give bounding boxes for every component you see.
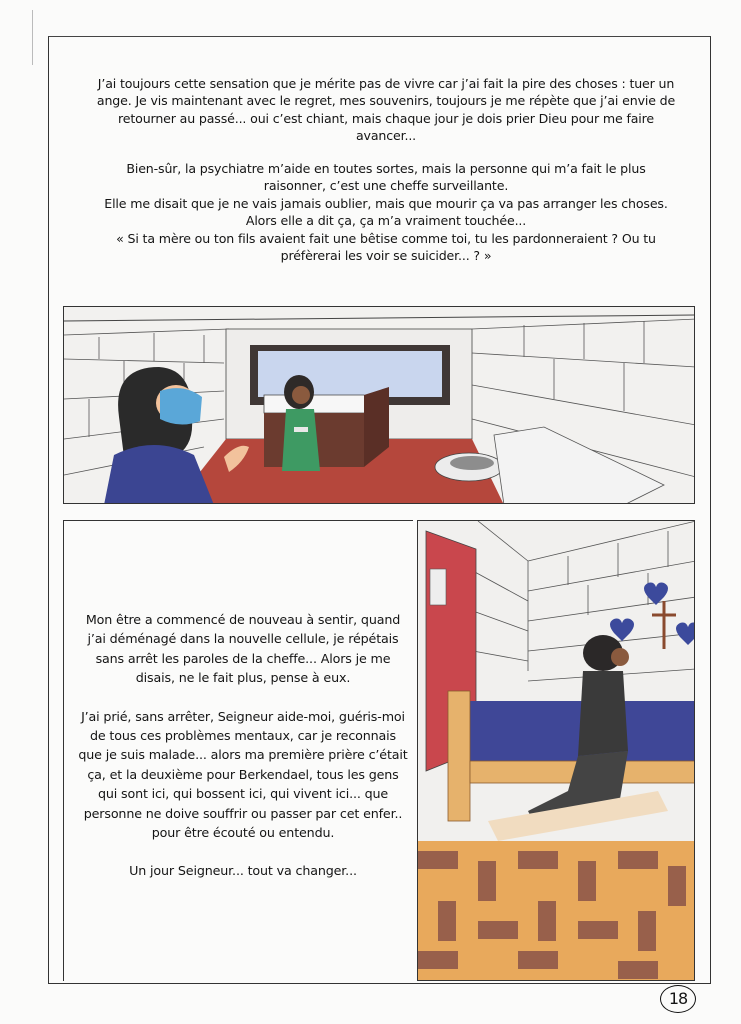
- narration-top-paragraph-2: [96, 160, 676, 264]
- person-black-shirt: [578, 671, 628, 756]
- narration-line: Elle me disait que je ne vais jamais oublier, mais que mourir ça va pas arranger les choses.: [104, 195, 668, 211]
- bed-mattress: [264, 395, 379, 413]
- prayer-scene-illustration: [418, 521, 695, 981]
- page-number: 18: [660, 985, 696, 1013]
- woman-green-gown: [282, 409, 320, 471]
- concrete-bench: [494, 427, 664, 504]
- narration-paragraph-1: Mon être a commencé de nouveau à sentir, quand j’ai déménagé dans la nouvelle cellule, je répétais sans arrêt les paroles de la cheffe... Alors je me disais, ne le fait plus, pense à eux.: [85, 612, 401, 686]
- narration-top-paragraph-1: [96, 75, 676, 145]
- comic-panel-cell-scene: [63, 306, 695, 504]
- narration-paragraph-3: Un jour Seigneur... tout va changer...: [129, 863, 357, 879]
- bed-post: [448, 691, 470, 821]
- page-edge-line: [32, 10, 33, 65]
- narration-text: J’ai toujours cette sensation que je mérite pas de vivre car j’ai fait la pire des choses : tuer un ange. Je vis maintenant avec le regret, mes souvenirs, toujours je me répète que j’ai envie de retourner au passé... oui c’est chiant, mais chaque jour je dois prier Dieu pour me faire avancer...: [96, 76, 676, 144]
- guard-face-mask: [160, 388, 202, 424]
- narration-bottom: [78, 610, 408, 881]
- comic-panel-prayer-scene: [417, 520, 695, 981]
- cell-scene-illustration: [64, 307, 695, 504]
- narration-line: Alors elle a dit ça, ça m’a vraiment touchée...: [245, 213, 527, 229]
- narration-paragraph-2: J’ai prié, sans arrêter, Seigneur aide-moi, guéris-moi de tous ces problèmes mentaux, car je reconnais que je suis malade... alors ma première prière c’était ça, et la deuxième pour Berkendael, tous les gens qui sont ici, qui bossent ici, qui vivent ici... que personne ne doive souffrir ou passer par cet enfer.. pour être écouté ou entendu.: [78, 708, 408, 841]
- guard-blue-uniform: [104, 445, 214, 504]
- door-window: [430, 569, 446, 605]
- wooden-cross: [652, 601, 676, 649]
- narration-line: Bien-sûr, la psychiatre m’aide en toutes sortes, mais la personne qui m’a fait le plus raisonner, c’est une cheffe surveillante.: [126, 161, 646, 194]
- narration-quote: « Si ta mère ou ton fils avaient fait une bêtise comme toi, tu les pardonneraient ? Ou tu préfèrerai les voir se suicider... ? »: [116, 230, 656, 264]
